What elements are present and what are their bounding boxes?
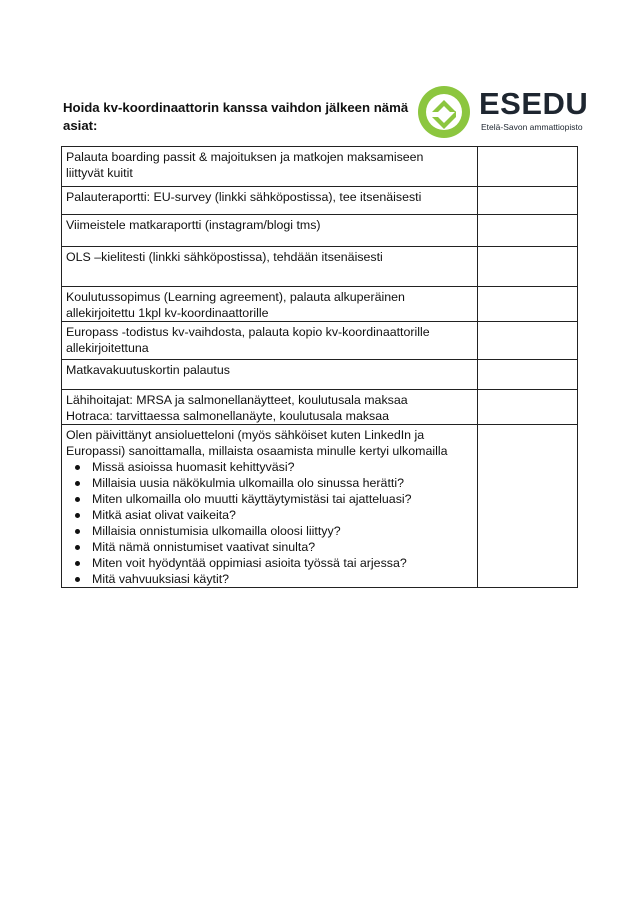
task-cell — [62, 360, 478, 390]
task-line: Palauta boarding passit & majoituksen ja matkojen maksamiseen — [66, 150, 424, 164]
reflection-question: Mitä nämä onnistumiset vaativat sinulta? — [92, 539, 473, 555]
task-line: Viimeistele matkaraportti (instagram/blogi tms) — [66, 218, 321, 232]
reflection-question: Millaisia uusia näkökulmia ulkomailla olo sinussa herätti? — [92, 475, 473, 491]
task-line: Matkavakuutuskortin palautus — [66, 363, 230, 377]
task-cell — [62, 287, 478, 322]
task-line: liittyvät kuitit — [66, 166, 133, 180]
check-cell[interactable] — [478, 425, 578, 588]
task-line: OLS –kielitesti (linkki sähköpostissa), tehdään itsenäisesti — [66, 250, 383, 264]
logo-wordmark: ESEDU — [479, 86, 589, 121]
task-line: allekirjoitettuna — [66, 341, 149, 355]
task-line: Palauteraportti: EU-survey (linkki sähköpostissa), tee itsenäisesti — [66, 190, 422, 204]
reflection-question: Mitkä asiat olivat vaikeita? — [92, 507, 473, 523]
task-line: Europass -todistus kv-vaihdosta, palauta kopio kv-koordinaattorille — [66, 325, 430, 339]
task-cell — [62, 187, 478, 215]
task-cell — [62, 215, 478, 247]
reflection-question: Miten voit hyödyntää oppimiasi asioita työssä tai arjessa? — [92, 555, 473, 571]
check-cell[interactable] — [478, 322, 578, 360]
page-title: Hoida kv-koordinaattorin kanssa vaihdon jälkeen nämä asiat: — [63, 100, 409, 133]
task-cell — [62, 247, 478, 287]
reflection-question: Mitä vahvuuksiasi käytit? — [92, 571, 473, 587]
check-cell[interactable] — [478, 287, 578, 322]
check-cell[interactable] — [478, 187, 578, 215]
checklist-row — [62, 425, 578, 588]
task-line: Koulutussopimus (Learning agreement), palauta alkuperäinen — [66, 290, 405, 304]
check-cell[interactable] — [478, 247, 578, 287]
checklist-table — [61, 146, 578, 588]
logo-subtitle: Etelä-Savon ammattiopisto — [481, 122, 583, 132]
checklist-row — [62, 187, 578, 215]
task-cell — [62, 425, 478, 588]
reflection-question: Millaisia onnistumisia ulkomailla oloosi liittyy? — [92, 523, 473, 539]
task-line: Lähihoitajat: MRSA ja salmonellanäytteet, koulutusala maksaa — [66, 393, 408, 407]
task-cell — [62, 147, 478, 187]
reflection-question: Missä asioissa huomasit kehittyväsi? — [92, 459, 473, 475]
task-line: allekirjoitettu 1kpl kv-koordinaattorille — [66, 306, 269, 320]
reflection-intro-line: Europassi) sanoittamalla, millaista osaamista minulle kertyi ulkomailla — [66, 444, 448, 458]
checklist-row — [62, 322, 578, 360]
check-cell[interactable] — [478, 215, 578, 247]
checklist-row — [62, 247, 578, 287]
checklist-row — [62, 147, 578, 187]
task-cell — [62, 390, 478, 425]
check-cell[interactable] — [478, 390, 578, 425]
reflection-question-list — [66, 459, 473, 587]
checklist-row — [62, 287, 578, 322]
reflection-question: Miten ulkomailla olo muutti käyttäytymistäsi tai ajatteluasi? — [92, 491, 473, 507]
check-cell[interactable] — [478, 147, 578, 187]
esedu-logo — [415, 84, 589, 140]
esedu-emblem-icon — [415, 84, 475, 140]
check-cell[interactable] — [478, 360, 578, 390]
task-cell — [62, 322, 478, 360]
checklist-row — [62, 360, 578, 390]
checklist-row — [62, 215, 578, 247]
task-line: Hotraca: tarvittaessa salmonellanäyte, koulutusala maksaa — [66, 409, 390, 423]
checklist-row — [62, 390, 578, 425]
reflection-intro-line: Olen päivittänyt ansioluetteloni (myös sähköiset kuten LinkedIn ja — [66, 428, 425, 442]
